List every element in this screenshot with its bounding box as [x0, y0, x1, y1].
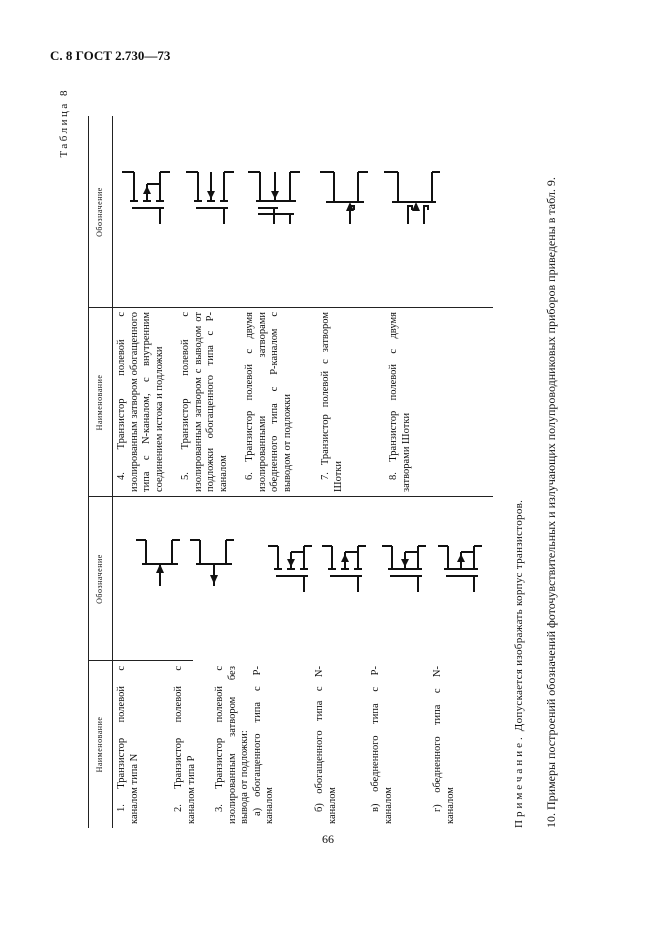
fet-n-channel-icon: [132, 530, 182, 590]
mosfet-enhancement-n-icon: [318, 536, 368, 596]
paragraph-10: 10. Примеры построений обозначений фоточувствительных и излучающих полупроводниковых приборов приведены в табл. 9.: [544, 177, 558, 828]
table-row-6-name: 6. Транзистор полевой с двумя изолированными затворами обедненного типа с P-каналом с выводом от подложки: [244, 312, 293, 492]
table-row-4-name: 4. Транзистор полевой с изолированным затвором обогащенного типа с N-каналом, с внутренним соединением истока и подложки: [116, 312, 165, 492]
page-header: С. 8 ГОСТ 2.730—73: [50, 48, 171, 63]
table-row-7-name: 7. Транзистор полевой с затвором Шотки: [320, 312, 344, 492]
table-row-2-name: 2. Транзистор полевой с каналом типа P: [173, 666, 197, 824]
rotated-page-content: [58, 88, 578, 828]
table-row-5-name: 5. Транзистор полевой с изолированным затвором с выводом от подложки обогащенного типа с P-каналом: [180, 312, 229, 492]
table-row-1-name: 1. Транзистор полевой с каналом типа N: [116, 666, 140, 824]
table-note: Примечание. Допускается изображать корпус транзисторов.: [513, 499, 525, 828]
mosfet-enhancement-n-internal-icon: [118, 148, 172, 228]
mosfet-depletion-p-icon: [378, 536, 428, 596]
column-header-name: Наименование: [95, 716, 104, 773]
table-row-8-name: 8. Транзистор полевой с двумя затворами Шотки: [388, 312, 412, 492]
fet-dual-schottky-gate-icon: [380, 148, 442, 228]
table-row-3c-name: в) обедненного типа с P-каналом: [370, 666, 394, 824]
table-caption: Таблица 8: [58, 88, 70, 158]
column-header-name: Наименование: [95, 374, 104, 431]
table-row-3d-name: г) обедненного типа с N-каналом: [432, 666, 456, 824]
table-row-3b-name: б) обогащенного типа с N-каналом: [314, 666, 338, 824]
column-header-symbol: Обозначение: [95, 554, 104, 604]
page-number: 66: [322, 832, 334, 846]
mosfet-depletion-n-icon: [434, 536, 484, 596]
mosfet-dual-gate-icon: [244, 148, 302, 228]
mosfet-enhancement-p-icon: [264, 536, 314, 596]
table-top-border: [88, 116, 89, 828]
fet-schottky-gate-icon: [314, 148, 370, 228]
table-center-divider: [88, 496, 493, 497]
fet-p-channel-icon: [186, 530, 236, 590]
table-row-3-name: 3. Транзистор полевой с изолированным затвором без вывода от подложки: а) обогащенного типа с P-каналом: [214, 666, 275, 824]
mosfet-enhancement-p-substrate-icon: [182, 148, 236, 228]
column-divider: [88, 307, 493, 308]
column-header-symbol: Обозначение: [95, 187, 104, 237]
table-header-rule: [112, 116, 113, 828]
